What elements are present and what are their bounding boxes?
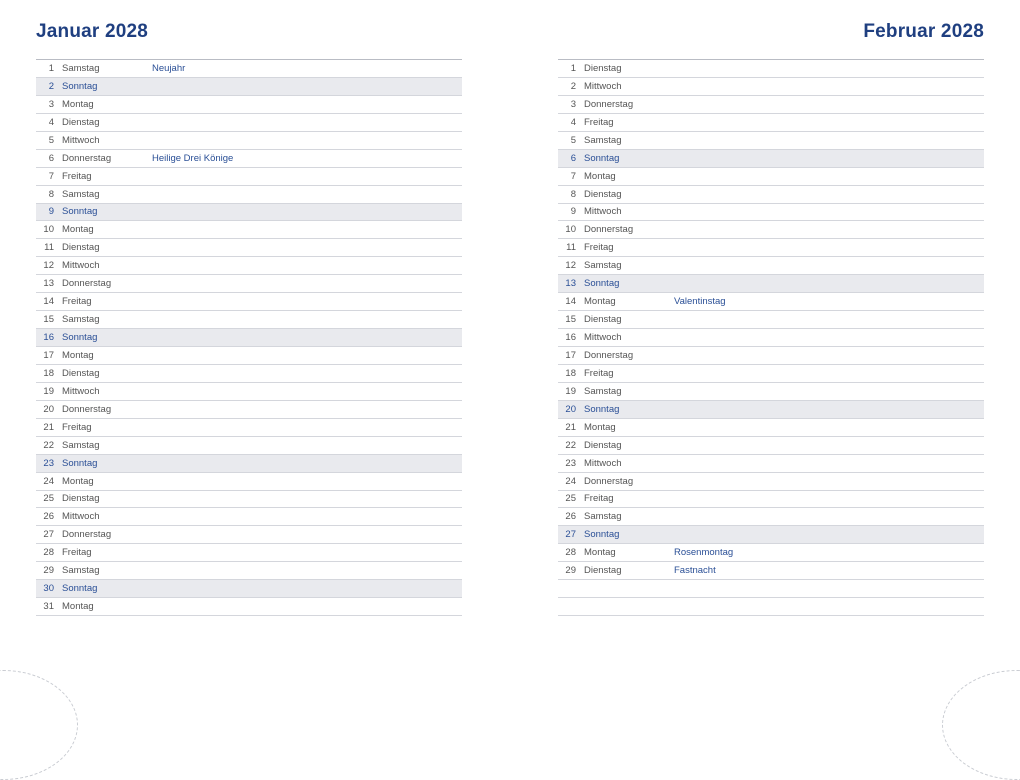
day-row[interactable] — [36, 526, 462, 544]
day-note: Fastnacht — [674, 565, 716, 577]
day-weekday: Sonntag — [584, 278, 620, 290]
day-row[interactable] — [36, 383, 462, 401]
day-weekday: Samstag — [584, 134, 622, 146]
day-number: 1 — [570, 62, 576, 74]
day-row[interactable] — [558, 526, 984, 544]
day-weekday: Donnerstag — [62, 152, 112, 164]
day-weekday: Samstag — [62, 62, 100, 74]
day-row[interactable] — [558, 186, 984, 204]
day-row[interactable] — [558, 114, 984, 132]
day-number: 11 — [566, 242, 576, 254]
day-row[interactable] — [558, 275, 984, 293]
day-row[interactable] — [36, 96, 462, 114]
day-number: 28 — [43, 547, 54, 559]
day-row[interactable] — [36, 347, 462, 365]
day-number: 20 — [565, 403, 576, 415]
day-weekday: Montag — [62, 601, 94, 613]
empty-day-row[interactable] — [558, 580, 984, 598]
day-number: 3 — [570, 98, 576, 110]
day-weekday: Samstag — [62, 565, 100, 577]
day-weekday: Mittwoch — [584, 206, 622, 218]
day-number: 26 — [565, 511, 576, 523]
day-weekday: Donnerstag — [584, 349, 634, 361]
day-row[interactable] — [558, 221, 984, 239]
day-weekday: Montag — [584, 296, 616, 308]
day-weekday: Mittwoch — [584, 332, 622, 344]
day-number: 19 — [565, 385, 576, 397]
day-number: 25 — [565, 493, 576, 505]
day-row[interactable] — [36, 437, 462, 455]
day-weekday: Mittwoch — [62, 385, 100, 397]
day-weekday: Mittwoch — [584, 80, 622, 92]
day-row[interactable] — [36, 544, 462, 562]
day-number: 12 — [43, 260, 54, 272]
day-weekday: Dienstag — [584, 188, 622, 200]
day-number: 21 — [43, 421, 54, 433]
day-note: Heilige Drei Könige — [152, 152, 234, 164]
day-weekday: Freitag — [584, 242, 614, 254]
day-row[interactable] — [36, 293, 462, 311]
day-number: 3 — [48, 98, 54, 110]
day-number: 22 — [565, 439, 576, 451]
day-row[interactable] — [36, 204, 462, 222]
day-number: 31 — [43, 601, 54, 613]
day-row[interactable] — [558, 293, 984, 311]
day-note: Neujahr — [152, 62, 186, 74]
day-number: 30 — [43, 583, 54, 595]
day-row[interactable] — [558, 78, 984, 96]
day-row[interactable] — [558, 150, 984, 168]
day-weekday: Dienstag — [62, 242, 100, 254]
page-title-left: Januar 2028 — [36, 21, 149, 42]
day-number: 27 — [565, 529, 576, 541]
day-number: 10 — [43, 224, 54, 236]
day-row[interactable] — [36, 598, 462, 616]
day-number: 14 — [565, 296, 576, 308]
day-number: 8 — [570, 188, 576, 200]
day-number: 16 — [43, 332, 54, 344]
day-weekday: Mittwoch — [62, 511, 100, 523]
day-weekday: Freitag — [62, 547, 92, 559]
day-number: 23 — [565, 457, 576, 469]
day-weekday: Sonntag — [62, 457, 98, 469]
day-row[interactable] — [558, 239, 984, 257]
day-number: 21 — [565, 421, 576, 433]
month-column-january — [0, 0, 510, 724]
binding-arc-left — [0, 670, 78, 780]
month-column-february — [510, 0, 1020, 724]
day-number: 23 — [43, 457, 54, 469]
day-number: 29 — [43, 565, 54, 577]
day-row[interactable] — [36, 401, 462, 419]
day-number: 15 — [43, 314, 54, 326]
day-row[interactable] — [558, 329, 984, 347]
day-row[interactable] — [36, 114, 462, 132]
day-row[interactable] — [36, 168, 462, 186]
day-row[interactable] — [558, 132, 984, 150]
day-number: 11 — [44, 242, 54, 254]
day-number: 7 — [570, 170, 576, 182]
day-weekday: Donnerstag — [62, 278, 112, 290]
day-weekday: Donnerstag — [62, 529, 112, 541]
day-weekday: Dienstag — [62, 493, 100, 505]
day-number: 8 — [48, 188, 54, 200]
day-number: 2 — [48, 80, 54, 92]
page-title-right: Februar 2028 — [863, 21, 984, 42]
day-row[interactable] — [36, 329, 462, 347]
day-number: 1 — [48, 62, 54, 74]
day-weekday: Freitag — [62, 170, 92, 182]
day-weekday: Dienstag — [62, 367, 100, 379]
day-row[interactable] — [36, 365, 462, 383]
day-number: 18 — [43, 367, 54, 379]
day-number: 17 — [565, 349, 576, 361]
day-row[interactable] — [36, 186, 462, 204]
day-row[interactable] — [558, 311, 984, 329]
day-row[interactable] — [558, 455, 984, 473]
day-weekday: Montag — [62, 475, 94, 487]
day-weekday: Mittwoch — [62, 134, 100, 146]
day-number: 19 — [43, 385, 54, 397]
day-row[interactable] — [36, 311, 462, 329]
day-number: 5 — [48, 134, 54, 146]
day-row[interactable] — [36, 580, 462, 598]
day-number: 12 — [565, 260, 576, 272]
day-number: 16 — [565, 332, 576, 344]
day-number: 14 — [43, 296, 54, 308]
day-note: Rosenmontag — [674, 547, 734, 559]
day-number: 9 — [48, 206, 54, 218]
day-weekday: Mittwoch — [62, 260, 100, 272]
day-row[interactable] — [558, 168, 984, 186]
day-number: 17 — [43, 349, 54, 361]
day-row[interactable] — [36, 275, 462, 293]
day-weekday: Dienstag — [62, 116, 100, 128]
day-number: 9 — [570, 206, 576, 218]
day-number: 5 — [570, 134, 576, 146]
day-weekday: Freitag — [62, 296, 92, 308]
day-row[interactable] — [36, 508, 462, 526]
day-weekday: Donnerstag — [584, 475, 634, 487]
day-list-left — [36, 59, 462, 616]
day-weekday: Samstag — [584, 385, 622, 397]
day-weekday: Montag — [62, 349, 94, 361]
day-number: 13 — [43, 278, 54, 290]
day-weekday: Freitag — [584, 367, 614, 379]
day-weekday: Freitag — [584, 493, 614, 505]
day-note: Valentinstag — [674, 296, 726, 308]
day-weekday: Sonntag — [584, 152, 620, 164]
day-weekday: Sonntag — [584, 529, 620, 541]
day-row[interactable] — [36, 491, 462, 509]
day-weekday: Donnerstag — [584, 98, 634, 110]
day-weekday: Samstag — [584, 511, 622, 523]
day-row[interactable] — [558, 419, 984, 437]
day-row[interactable] — [36, 60, 462, 78]
day-number: 4 — [48, 116, 54, 128]
day-row[interactable] — [558, 60, 984, 78]
day-row[interactable] — [36, 455, 462, 473]
day-number: 10 — [565, 224, 576, 236]
day-weekday: Samstag — [62, 314, 100, 326]
day-row[interactable] — [36, 221, 462, 239]
day-row[interactable] — [558, 401, 984, 419]
binding-arc-right — [942, 670, 1020, 780]
day-row[interactable] — [36, 132, 462, 150]
day-weekday: Dienstag — [584, 314, 622, 326]
day-row[interactable] — [36, 257, 462, 275]
day-row[interactable] — [36, 239, 462, 257]
day-row[interactable] — [558, 96, 984, 114]
center-gutter — [510, 0, 511, 724]
day-row[interactable] — [558, 204, 984, 222]
day-row[interactable] — [558, 473, 984, 491]
day-number: 6 — [570, 152, 576, 164]
day-number: 26 — [43, 511, 54, 523]
day-row[interactable] — [558, 365, 984, 383]
day-row[interactable] — [558, 383, 984, 401]
empty-day-row[interactable] — [558, 598, 984, 616]
day-weekday: Dienstag — [584, 62, 622, 74]
day-number: 20 — [43, 403, 54, 415]
day-weekday: Dienstag — [584, 565, 622, 577]
day-number: 6 — [48, 152, 54, 164]
day-row[interactable] — [558, 562, 984, 580]
day-weekday: Sonntag — [584, 403, 620, 415]
day-number: 25 — [43, 493, 54, 505]
day-row[interactable] — [558, 544, 984, 562]
day-row[interactable] — [36, 473, 462, 491]
day-weekday: Montag — [584, 547, 616, 559]
day-weekday: Donnerstag — [62, 403, 112, 415]
day-number: 2 — [570, 80, 576, 92]
day-weekday: Dienstag — [584, 439, 622, 451]
day-weekday: Donnerstag — [584, 224, 634, 236]
day-weekday: Freitag — [62, 421, 92, 433]
day-weekday: Sonntag — [62, 80, 98, 92]
day-row[interactable] — [36, 150, 462, 168]
day-row[interactable] — [558, 257, 984, 275]
day-number: 15 — [565, 314, 576, 326]
day-number: 27 — [43, 529, 54, 541]
day-row[interactable] — [558, 508, 984, 526]
day-weekday: Samstag — [62, 188, 100, 200]
day-number: 24 — [43, 475, 54, 487]
day-number: 13 — [565, 278, 576, 290]
day-number: 22 — [43, 439, 54, 451]
day-row[interactable] — [558, 437, 984, 455]
day-weekday: Sonntag — [62, 332, 98, 344]
day-list-right — [558, 59, 984, 616]
day-weekday: Samstag — [62, 439, 100, 451]
day-row[interactable] — [36, 562, 462, 580]
day-weekday: Mittwoch — [584, 457, 622, 469]
day-number: 4 — [570, 116, 576, 128]
day-weekday: Montag — [584, 421, 616, 433]
day-weekday: Montag — [62, 224, 94, 236]
day-row[interactable] — [558, 347, 984, 365]
day-number: 28 — [565, 547, 576, 559]
day-row[interactable] — [36, 78, 462, 96]
day-weekday: Montag — [62, 98, 94, 110]
day-weekday: Sonntag — [62, 206, 98, 218]
day-weekday: Samstag — [584, 260, 622, 272]
day-number: 29 — [565, 565, 576, 577]
day-weekday: Sonntag — [62, 583, 98, 595]
day-number: 24 — [565, 475, 576, 487]
day-weekday: Freitag — [584, 116, 614, 128]
day-row[interactable] — [36, 419, 462, 437]
day-weekday: Montag — [584, 170, 616, 182]
day-row[interactable] — [558, 491, 984, 509]
day-number: 7 — [48, 170, 54, 182]
day-number: 18 — [565, 367, 576, 379]
